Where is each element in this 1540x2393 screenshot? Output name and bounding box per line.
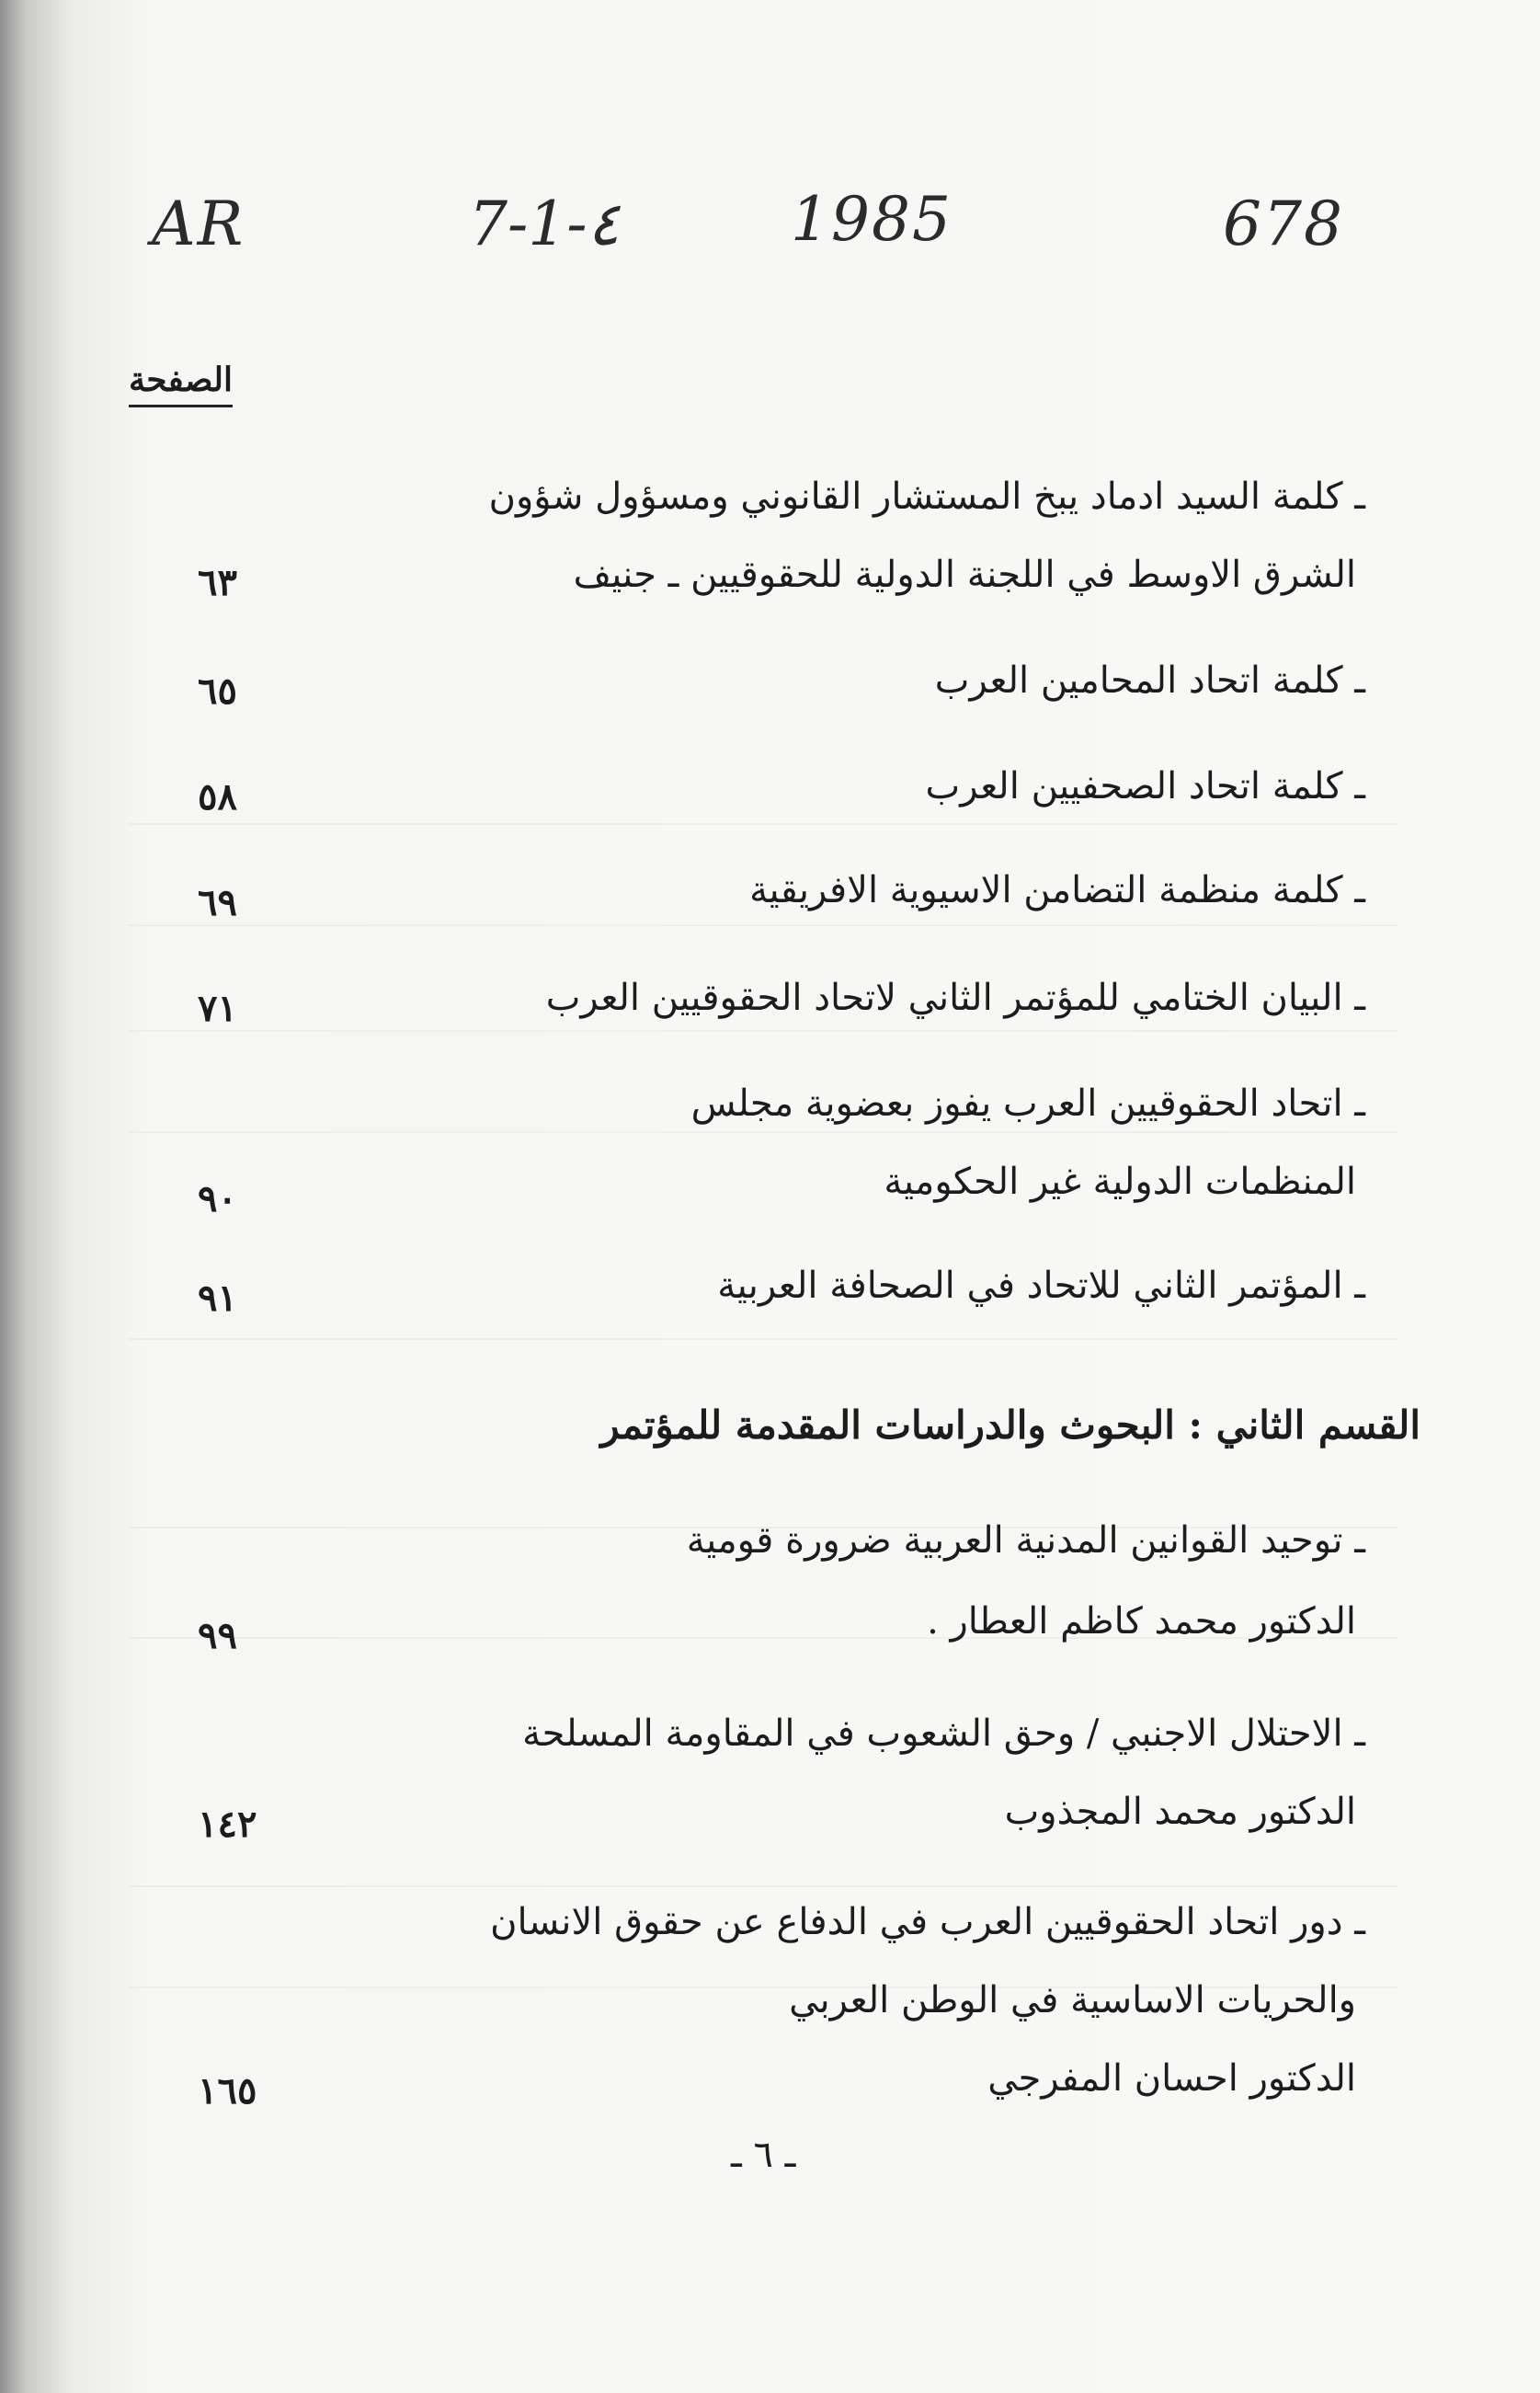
toc-entry-line: والحريات الاساسية في الوطن العربي <box>789 1979 1356 2021</box>
toc-page-number: ٦٥ <box>198 670 237 713</box>
toc-entry-line: ـ المؤتمر الثاني للاتحاد في الصحافة العربية <box>717 1265 1365 1307</box>
toc-page-number: ١٦٥ <box>198 2069 257 2112</box>
toc-entry-line: ـ اتحاد الحقوقيين العرب يفوز بعضوية مجلس <box>690 1082 1365 1125</box>
toc-entry-line: الشرق الاوسط في اللجنة الدولية للحقوقيين ـ جنيف <box>573 554 1356 596</box>
toc-entry-line: المنظمات الدولية غير الحكومية <box>884 1161 1356 1203</box>
toc-page-number: ٩١ <box>198 1277 237 1320</box>
handwritten-code: AR <box>152 189 245 259</box>
toc-entry-line: ـ الاحتلال الاجنبي / وحق الشعوب في المقاومة المسلحة <box>522 1712 1365 1755</box>
toc-page-number: ٩٠ <box>198 1177 237 1220</box>
toc-entry-line: ـ دور اتحاد الحقوقيين العرب في الدفاع عن حقوق الانسان <box>490 1901 1365 1943</box>
toc-entry-line: ـ توحيد القوانين المدنية العربية ضرورة قومية <box>686 1519 1365 1562</box>
toc-page-number: ٥٨ <box>198 775 237 819</box>
toc-entry-line: ـ البيان الختامي للمؤتمر الثاني لاتحاد الحقوقيين العرب <box>545 977 1365 1019</box>
section-title: القسم الثاني : البحوث والدراسات المقدمة للمؤتمر <box>600 1403 1420 1448</box>
handwritten-year: 1985 <box>791 184 953 255</box>
page-column-heading: الصفحة <box>129 361 233 407</box>
toc-page-number: ٩٩ <box>198 1614 237 1657</box>
page-number: ـ ٦ ـ <box>731 2134 796 2176</box>
toc-entry-line: ـ كلمة اتحاد المحامين العرب <box>934 659 1365 702</box>
bleed-through-line <box>129 1885 1397 1887</box>
toc-entry-author: الدكتور احسان المفرجي <box>987 2057 1356 2100</box>
bleed-through-line <box>129 1131 1397 1133</box>
toc-entry-line: ـ كلمة منظمة التضامن الاسيوية الافريقية <box>749 869 1365 911</box>
handwritten-date: 7-1-٤ <box>469 189 621 259</box>
toc-entry-author: الدكتور محمد كاظم العطار . <box>927 1600 1356 1643</box>
bleed-through-line <box>129 1338 1397 1340</box>
bleed-through-line <box>129 1030 1397 1032</box>
bleed-through-line <box>129 924 1397 926</box>
toc-entry-line: ـ كلمة السيد ادماد يبخ المستشار القانوني ومسؤول شؤون <box>488 475 1365 518</box>
toc-page-number: ١٤٢ <box>198 1803 257 1846</box>
toc-entry-author: الدكتور محمد المجذوب <box>1004 1791 1356 1833</box>
toc-page-number: ٦٣ <box>198 561 237 604</box>
bleed-through-line <box>129 823 1397 825</box>
toc-page-number: ٦٩ <box>198 881 237 924</box>
toc-entry-line: ـ كلمة اتحاد الصحفيين العرب <box>925 765 1365 807</box>
handwritten-number: 678 <box>1223 189 1344 259</box>
toc-page-number: ٧١ <box>198 987 237 1030</box>
